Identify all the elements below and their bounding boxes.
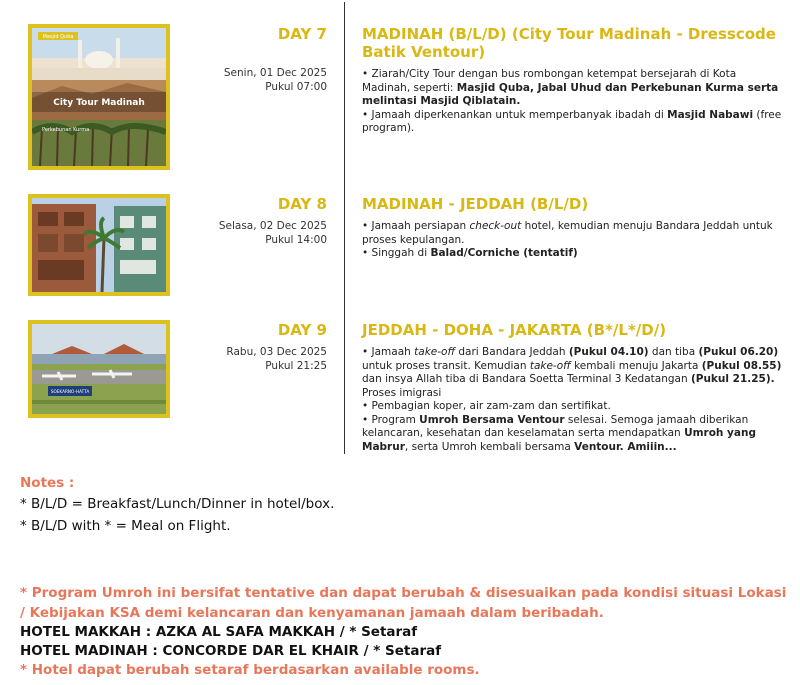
text: hotel, kemudian menuju Bandara Jeddah untuk proses kepulangan. — [362, 220, 773, 246]
bold-text: Masjid Quba, Jabal Uhud dan Perkebunan Kurma serta melintasi Masjid Qiblatain. — [362, 81, 779, 107]
day-9-bullet-3 — [362, 414, 782, 455]
jeddah-balad-image — [28, 194, 170, 296]
bold-text: (Pukul 21.25). — [690, 373, 775, 385]
italic-text: check-out — [469, 220, 522, 232]
day-8-title: MADINAH - JEDDAH (B/L/D) — [362, 195, 589, 213]
day-8-datetime — [219, 220, 327, 247]
day-9-bullet-1 — [362, 346, 782, 400]
bold-text: Balad/Corniche (tentatif) — [430, 247, 578, 259]
text: dan tiba — [648, 346, 699, 358]
day-9-date: Rabu, 03 Dec 2025 — [226, 346, 327, 358]
disclaimer-text: * Program Umroh ini bersifat tentative dan dapat berubah & disesuaikan pada kondisi situasi Lokasi / Kebijakan KSA demi kelancaran dan kenyamanan jamaah dalam beribadah. — [20, 585, 787, 621]
note-line-2: * B/L/D with * = Meal on Flight. — [20, 518, 231, 534]
day-9-label: DAY 9 — [277, 321, 327, 339]
notes-heading: Notes : — [20, 475, 75, 491]
day-7-datetime — [224, 67, 327, 94]
italic-text: take-off — [414, 346, 456, 358]
image-caption: City Tour Madinah — [53, 98, 145, 108]
day-8-label: DAY 8 — [277, 195, 327, 213]
timeline-divider — [344, 2, 345, 454]
day-8-bullet-1 — [362, 220, 782, 247]
day-9-description — [362, 346, 782, 454]
text: Proses imigrasi — [362, 386, 442, 399]
bold-text: Umroh yang Mabrur — [362, 427, 756, 453]
text: dari Bandara Jeddah — [455, 346, 569, 358]
image-top-text: Masjid Quba — [42, 34, 74, 40]
bold-text: Ventour. Amiiin... — [574, 440, 677, 453]
day-7-description — [362, 68, 782, 136]
day-8-bullet-2 — [362, 247, 782, 261]
day-7-time: Pukul 07:00 — [265, 80, 327, 93]
day-7-date: Senin, 01 Dec 2025 — [223, 67, 327, 79]
day-9-datetime — [226, 346, 327, 373]
text: • Singgah di — [362, 247, 431, 259]
day-8-date: Selasa, 02 Dec 2025 — [218, 220, 327, 232]
day-8-description — [362, 220, 782, 261]
day-8-time: Pukul 14:00 — [265, 233, 327, 246]
day-9-time: Pukul 21:25 — [265, 359, 327, 372]
city-tour-madinah-image — [28, 24, 170, 170]
day-7-title: MADINAH (B/L/D) (City Tour Madinah - Dresscode Batik Ventour) — [362, 25, 776, 61]
soekarno-hatta-airport-image — [28, 320, 170, 418]
hotel-note: * Hotel dapat berubah setaraf berdasarkan available rooms. — [20, 662, 480, 678]
text: (free program). — [362, 108, 782, 134]
bold-text: (Pukul 04.10) — [568, 346, 649, 358]
day-7-bullet-2 — [362, 109, 782, 136]
day-7-bullet-1 — [362, 68, 782, 109]
italic-text: take-off — [529, 359, 571, 372]
text: untuk proses transit. Kemudian — [362, 359, 530, 372]
hotel-madinah: HOTEL MADINAH : CONCORDE DAR EL KHAIR / * Setaraf — [20, 643, 442, 659]
text: • Program — [362, 413, 420, 426]
text: dan insya Allah tiba di Bandara Soetta Terminal 3 Kedatangan — [362, 373, 691, 385]
day-9-title: JEDDAH - DOHA - JAKARTA (B*/L*/D/) — [362, 321, 667, 339]
bold-text: (Pukul 08.55) — [701, 359, 782, 372]
bold-text: Masjid Nabawi — [667, 108, 754, 121]
day-9-bullet-2: • Pembagian koper, air zam-zam dan sertifikat. — [362, 400, 611, 412]
bold-text: (Pukul 06.20) — [698, 346, 779, 358]
text: kembali menuju Jakarta — [570, 359, 702, 372]
day-7-label: DAY 7 — [277, 25, 327, 43]
text: • Jamaah persiapan — [362, 220, 470, 232]
text: • Jamaah diperkenankan untuk memperbanyak ibadah di — [362, 108, 668, 121]
bold-text: Umroh Bersama Ventour — [419, 413, 565, 426]
text: selesai. Semoga jamaah diberikan kelancaran, kesehatan dan keselamatan serta mendapatkan — [362, 413, 749, 439]
image-caption: SOEKARNO-HATTA — [50, 389, 90, 394]
text: , serta Umroh kembali bersama — [404, 440, 575, 453]
text: • Jamaah — [362, 346, 415, 358]
hotel-makkah: HOTEL MAKKAH : AZKA AL SAFA MAKKAH / * Setaraf — [20, 624, 418, 640]
text: • Ziarah/City Tour dengan bus rombongan ketempat bersejarah di Kota Madinah, seperti: — [362, 68, 737, 94]
image-bottom-text: Perkebunan Kurma — [42, 127, 90, 133]
note-line-1: * B/L/D = Breakfast/Lunch/Dinner in hotel/box. — [20, 496, 335, 512]
